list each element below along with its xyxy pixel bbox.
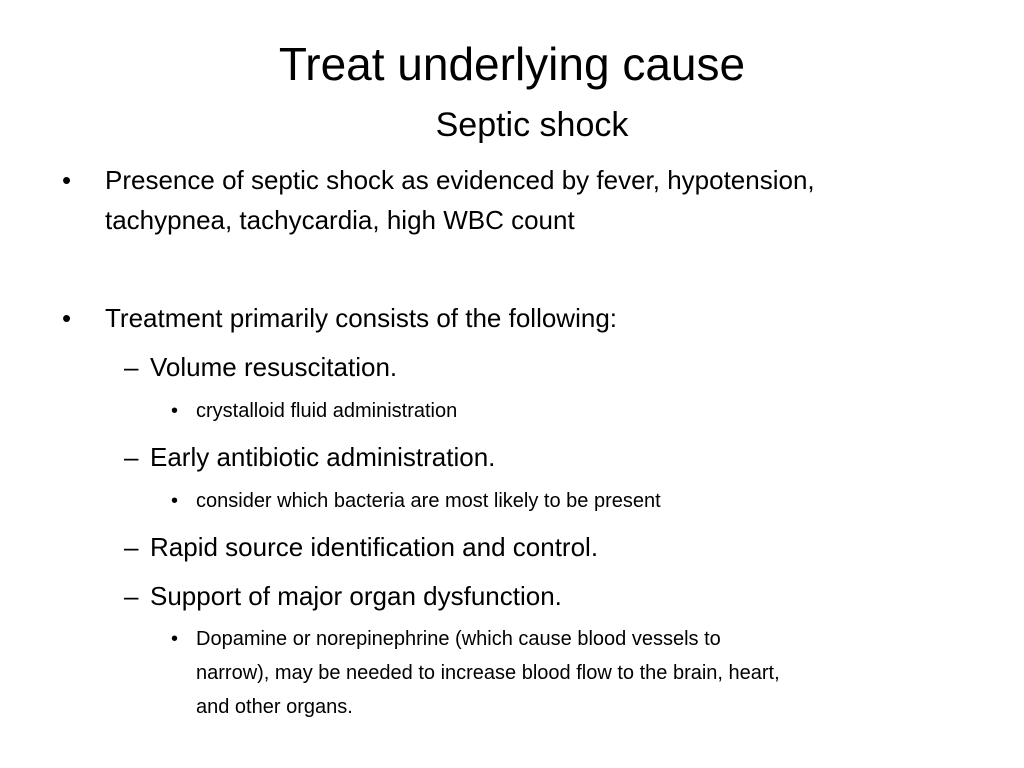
subbullet-text: Support of major organ dysfunction. bbox=[150, 581, 562, 611]
subbullet-text: Volume resuscitation. bbox=[150, 352, 398, 382]
slide-subtitle: Septic shock bbox=[435, 106, 629, 144]
detail-vasopressors bbox=[171, 622, 780, 724]
bullet-marker: • bbox=[62, 165, 72, 195]
detail-marker: • bbox=[171, 490, 179, 512]
dash-marker: – bbox=[124, 532, 139, 562]
subbullet-antibiotic bbox=[124, 437, 495, 477]
detail-text-line: crystalloid fluid administration bbox=[196, 400, 458, 422]
detail-text-line: narrow), may be needed to increase blood flow to the brain, heart, bbox=[196, 662, 780, 684]
subbullet-source-control bbox=[124, 527, 598, 567]
detail-text-line: and other organs. bbox=[196, 696, 353, 718]
detail-text-line: Dopamine or norepinephrine (which cause blood vessels to bbox=[196, 628, 721, 650]
detail-bacteria bbox=[171, 484, 661, 518]
subbullet-text: Rapid source identification and control. bbox=[150, 532, 599, 562]
detail-marker: • bbox=[171, 400, 179, 422]
detail-text-line: consider which bacteria are most likely to be present bbox=[196, 490, 661, 512]
bullet-text-line: tachypnea, tachycardia, high WBC count bbox=[105, 205, 575, 235]
detail-marker: • bbox=[171, 628, 179, 650]
detail-crystalloid bbox=[171, 394, 457, 428]
subbullet-organ-support bbox=[124, 576, 562, 616]
dash-marker: – bbox=[124, 581, 139, 611]
bullet-text-line: Treatment primarily consists of the following: bbox=[105, 303, 618, 333]
bullet-treatment bbox=[62, 298, 617, 338]
slide-title: Treat underlying cause bbox=[278, 38, 746, 90]
subbullet-volume bbox=[124, 347, 397, 387]
dash-marker: – bbox=[124, 442, 139, 472]
bullet-marker: • bbox=[62, 303, 72, 333]
bullet-text-line: Presence of septic shock as evidenced by fever, hypotension, bbox=[105, 165, 815, 195]
dash-marker: – bbox=[124, 352, 139, 382]
bullet-presence bbox=[62, 160, 815, 240]
subbullet-text: Early antibiotic administration. bbox=[150, 442, 496, 472]
